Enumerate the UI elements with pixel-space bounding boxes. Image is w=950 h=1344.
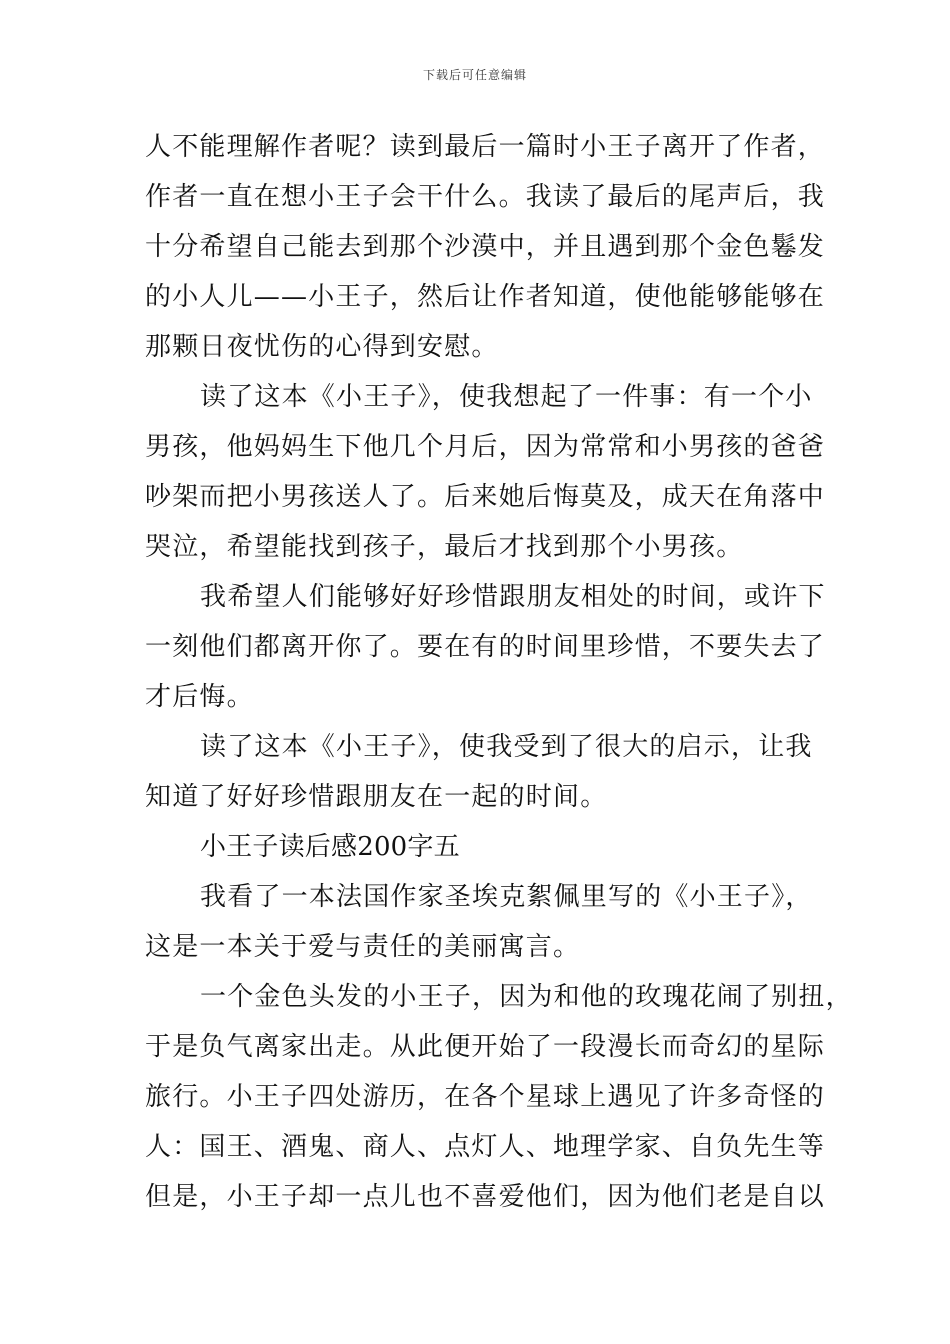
text-line: 的小人儿——小王子，然后让作者知道，使他能够能够在: [145, 282, 826, 312]
header-note: 下载后可任意编辑: [422, 68, 527, 82]
text-line: 吵架而把小男孩送人了。后来她后悔莫及，成天在角落中: [145, 482, 826, 512]
text-line: 男孩，他妈妈生下他几个月后，因为常常和小男孩的爸爸: [145, 432, 826, 462]
text-line: 读了这本《小王子》，使我想起了一件事：有一个小: [200, 382, 813, 412]
text-line: 人：国王、酒鬼、商人、点灯人、地理学家、自负先生等: [145, 1132, 826, 1162]
text-line: 读了这本《小王子》，使我受到了很大的启示，让我: [200, 732, 813, 762]
text-line: 人不能理解作者呢？读到最后一篇时小王子离开了作者，: [145, 132, 826, 162]
text-line: 这是一本关于爱与责任的美丽寓言。: [145, 932, 581, 962]
text-line: 作者一直在想小王子会干什么。我读了最后的尾声后，我: [145, 182, 826, 212]
page-body: [145, 122, 853, 1222]
text-line: 旅行。小王子四处游历，在各个星球上遇见了许多奇怪的: [145, 1082, 826, 1112]
text-line: 我看了一本法国作家圣埃克絮佩里写的《小王子》，: [200, 882, 813, 912]
text-line: 一刻他们都离开你了。要在有的时间里珍惜，不要失去了: [145, 632, 826, 662]
section-heading: 小王子读后感200字五: [200, 832, 460, 862]
text-line: 知道了好好珍惜跟朋友在一起的时间。: [145, 782, 608, 812]
text-line: 一个金色头发的小王子，因为和他的玫瑰花闹了别扭，: [200, 982, 853, 1012]
text-line: 十分希望自己能去到那个沙漠中，并且遇到那个金色鬈发: [145, 232, 826, 262]
text-line: 那颗日夜忧伤的心得到安慰。: [145, 332, 499, 362]
text-line: 才后悔。: [145, 682, 254, 712]
text-line: 我希望人们能够好好珍惜跟朋友相处的时间，或许下: [200, 582, 826, 612]
text-line: 于是负气离家出走。从此便开始了一段漫长而奇幻的星际: [145, 1032, 826, 1062]
text-line: 但是，小王子却一点儿也不喜爱他们，因为他们老是自以: [145, 1182, 826, 1212]
text-line: 哭泣，希望能找到孩子，最后才找到那个小男孩。: [145, 532, 744, 562]
